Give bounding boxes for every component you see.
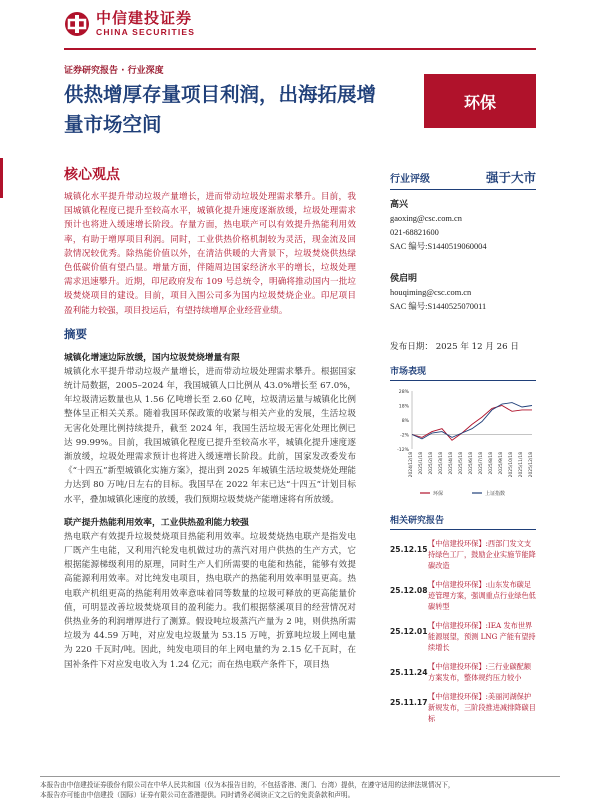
legend-label: 上证指数 bbox=[485, 491, 506, 497]
series-line-environmental bbox=[412, 406, 532, 441]
analyst-email[interactable]: gaoxing@csc.com.cn bbox=[390, 214, 462, 223]
summary-section-2-heading: 联产提升热能利用效率，工业供热盈利能力较强 bbox=[64, 517, 249, 528]
report-date: 25.12.08 bbox=[390, 586, 428, 595]
report-date: 25.11.24 bbox=[390, 668, 428, 677]
disclaimer-line-2: 本报告亦可能由中信建投（国际）证券有限公司在香港提供。同时请务必阅读正文之后的免责条款和声明。 bbox=[40, 791, 355, 799]
x-tick-label: 2024/12/18 bbox=[409, 452, 414, 478]
report-link[interactable]: 【中信建投环保】:IEA 发布世界能源展望，预测 LNG 产能有望持续增长 bbox=[428, 621, 536, 652]
report-title: 供热增厚存量项目利润，出海拓展增量市场空间 bbox=[64, 83, 377, 136]
related-report-item[interactable] bbox=[390, 691, 536, 724]
main-content bbox=[64, 164, 356, 672]
report-link[interactable]: 【中信建投环保】:美丽河湖保护新规发布，三阶段推进减排降碳目标 bbox=[428, 692, 536, 723]
legend-label: 环保 bbox=[433, 491, 444, 497]
sidebar bbox=[390, 168, 536, 724]
disclaimer-line-1: 本报告由中信建投证券股份有限公司在中华人民共和国（仅为本报告目的，不包括香港、澳门、台湾）提供，在遵守适用的法律法规情况下， bbox=[40, 781, 455, 789]
summary-section-1-text: 城镇化水平提升带动垃圾产量增长，进而带动垃圾处理需求攀升。根据国家统计局数据，2005–2024 年，我国城镇人口比例从 43.0%增长至 67.0%，年垃圾清运数量也从 1.56 亿吨增长至 2.60 亿吨，垃圾清运量与城镇化比例整体呈正相关关系。随着我国环保政策的收紧与相关产业的发展，生活垃圾无害化处理比例持续提升，截至 2024 年，我国生活垃圾无害化处理比例已达 99.99%。目前，我国城镇化程度已提升至较高水平，城镇化提升速度逐渐放缓，垃圾处理需求预计也将进入缓速增长阶段。此前，国家发改委发布《“十四五”新型城镇化实施方案》，提出到 2025 年城镇生活垃圾焚烧处理能力达到 80 万吨/日左右的目标。我国早在 2022 年末已达“十四五”计划目标水平，叠加城镇化速度的放缓，我们预期垃圾焚烧产能增速将有所放缓。 bbox=[64, 366, 356, 505]
related-reports-heading: 相关研究报告 bbox=[390, 513, 536, 530]
report-link[interactable]: 【中信建投环保】:山东发布碳足迹管理方案，强调重点行业绿色低碳转型 bbox=[428, 580, 536, 611]
rating-value: 强于大市 bbox=[485, 170, 536, 185]
x-tick-label: 2025/8/18 bbox=[489, 452, 494, 475]
x-tick-label: 2025/12/18 bbox=[529, 452, 534, 478]
disclaimer-footer bbox=[40, 780, 560, 800]
x-tick-label: 2025/9/18 bbox=[499, 452, 504, 475]
publish-date-value: 2025 年 12 月 26 日 bbox=[435, 342, 519, 352]
sector-badge: 环保 bbox=[424, 74, 536, 128]
y-tick-label: 8% bbox=[401, 419, 409, 424]
related-report-item[interactable] bbox=[390, 661, 536, 683]
x-tick-label: 2025/3/18 bbox=[439, 452, 444, 475]
china-securities-logo-icon bbox=[64, 11, 90, 37]
analyst-sac: SAC 编号:S1440525070011 bbox=[390, 302, 487, 311]
report-link[interactable]: 【中信建投环保】:西部门发文支持绿色工厂，鼓励企业实施节能降碳改造 bbox=[428, 539, 536, 570]
logo-chinese-name: 中信建投证券 bbox=[96, 9, 193, 27]
header-divider bbox=[64, 48, 536, 50]
core-view-text: 城镇化水平提升带动垃圾产量增长，进而带动垃圾处理需求攀升。目前，我国城镇化程度已提升至较高水平，城镇化提升速度逐渐放缓，垃圾处理需求预计也将进入缓速增长阶段。存量方面，热电联产可以有效提升热能利用效率，有助于增厚项目利润。同时，工业供热价格机制较为灵活，现金流及回款情况较优秀。除热能价值以外，在清洁供暖的大背景下，垃圾焚烧供热绿色低碳价值有望凸显。增量方面，伴随周边国家经济水平的增长，垃圾处理需求迅速攀升。近期，印尼政府发布 109 号总统令，明确将推动国内一批垃圾焚烧项目的建设。目前，项目入围公司多为国内垃圾焚烧企业。印尼项目盈利能力较强，项目投运后，有望持续增厚企业经营业绩。 bbox=[64, 192, 356, 316]
analyst-email[interactable]: houqiming@csc.com.cn bbox=[390, 288, 472, 297]
market-performance-chart bbox=[390, 383, 536, 501]
accent-bar bbox=[0, 158, 3, 198]
report-link[interactable]: 【中信建投环保】:三行业碳配额方案发布，整体规约压力较小 bbox=[428, 662, 532, 682]
analyst-sac: SAC 编号:S1440519060004 bbox=[390, 242, 487, 251]
analyst-1 bbox=[390, 198, 536, 254]
report-date: 25.12.01 bbox=[390, 627, 428, 636]
x-tick-label: 2025/11/18 bbox=[519, 452, 524, 478]
report-date: 25.12.15 bbox=[390, 545, 428, 554]
market-performance-heading: 市场表现 bbox=[390, 364, 536, 381]
x-tick-label: 2025/4/18 bbox=[449, 452, 454, 475]
x-tick-label: 2025/10/18 bbox=[509, 452, 514, 478]
summary-section-2-text: 热电联产有效提升垃圾焚烧项目热能利用效率。垃圾焚烧热电联产是指发电厂既产生电能，又利用汽轮发电机做过功的蒸汽对用户供热的生产方式，它根据能源梯级利用的原理，同时生产人们所需要的电能和热能，能够有效提高能源利用效率。对比纯发电项目，热电联产的热能利用效率明显更高。热电联产机组更高的热能利用效率意味着同等数量的垃圾可释放的更高能量价值，可明显改善垃圾焚烧项目的盈利能力。我们根据蔡溪项目的经营情况对供热业务的利润增厚进行了测算。假设吨垃圾蒸汽产量为 2 吨，则供热所需垃圾为 44.59 万吨，对应发电垃圾量为 53.15 万吨，折算吨垃圾上网电量为 220 千瓦时/吨。因此，纯发电项目的年上网电量约为 2.15 亿千瓦时，在国补条件下对应发电收入为 1.24 亿元；而在热电联产条件下，项目热 bbox=[64, 531, 356, 670]
related-report-item[interactable] bbox=[390, 620, 536, 653]
x-tick-label: 2025/5/18 bbox=[459, 452, 464, 475]
x-tick-label: 2025/1/18 bbox=[419, 452, 424, 475]
analyst-2 bbox=[390, 272, 536, 314]
report-date: 25.11.17 bbox=[390, 698, 428, 707]
logo-english-name: CHINA SECURITIES bbox=[96, 27, 196, 37]
core-view-heading: 核心观点 bbox=[64, 167, 120, 183]
related-reports-list bbox=[390, 538, 536, 724]
publish-date bbox=[390, 340, 536, 352]
y-tick-label: -2% bbox=[400, 433, 409, 439]
x-tick-label: 2025/6/18 bbox=[469, 452, 474, 475]
y-tick-label: -12% bbox=[397, 448, 409, 453]
series-line-shanghai-index bbox=[412, 403, 532, 439]
x-tick-label: 2025/2/18 bbox=[429, 452, 434, 475]
analyst-phone: 021-68821600 bbox=[390, 228, 439, 237]
industry-rating bbox=[390, 168, 536, 190]
footer-divider bbox=[40, 776, 560, 777]
analyst-name: 高兴 bbox=[390, 200, 409, 210]
summary-heading: 摘要 bbox=[64, 326, 87, 341]
x-tick-label: 2025/7/18 bbox=[479, 452, 484, 475]
related-report-item[interactable] bbox=[390, 579, 536, 612]
y-tick-label: 18% bbox=[398, 404, 409, 410]
company-logo bbox=[64, 10, 195, 37]
y-tick-label: 28% bbox=[398, 390, 409, 395]
summary-section-1-heading: 城镇化增速边际放缓，国内垃圾焚烧增量有限 bbox=[64, 352, 240, 363]
publish-date-label: 发布日期： bbox=[390, 342, 433, 352]
analyst-name: 侯启明 bbox=[390, 274, 418, 284]
rating-label: 行业评级 bbox=[390, 174, 430, 185]
report-category: 证券研究报告 · 行业深度 bbox=[64, 66, 164, 76]
related-report-item[interactable] bbox=[390, 538, 536, 571]
